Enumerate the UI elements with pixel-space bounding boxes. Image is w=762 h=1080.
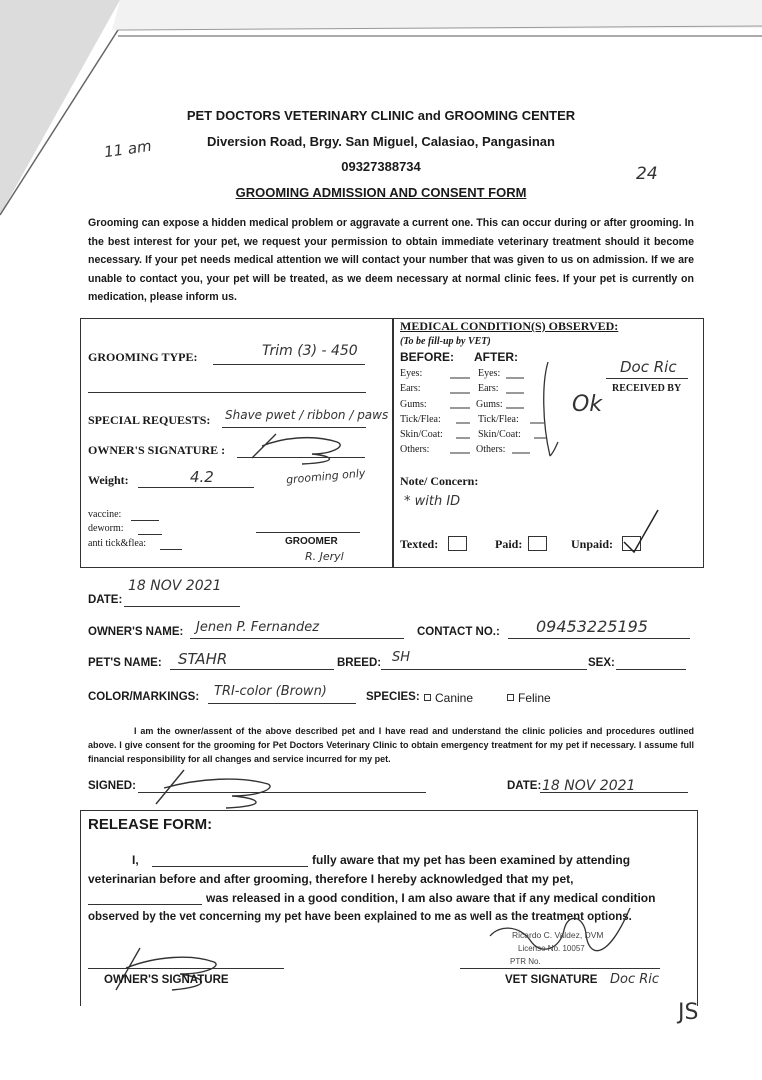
after-label: AFTER: (474, 350, 518, 364)
canine-label: Canine (435, 691, 474, 705)
before-tickflea: Tick/Flea: (400, 414, 441, 425)
pet-name-value[interactable]: STAHR (178, 650, 228, 668)
release-line-3-text: was released in a good condition, I am also aware that if any medical condition (206, 891, 656, 905)
vet-stamp-name: Ricardo C. Valdez, DVM (512, 930, 604, 940)
signed-date-value[interactable]: 18 NOV 2021 (542, 778, 636, 794)
before-others: Others: (400, 444, 430, 455)
weight-line (138, 487, 254, 488)
breed-label: BREED: (337, 657, 382, 669)
clinic-address: Diversion Road, Brgy. San Miguel, Calasiao, Pangasinan (207, 134, 555, 149)
release-line-1-text: fully aware that my pet has been examined by attending (312, 853, 631, 867)
contact-value[interactable]: 09453225195 (536, 617, 648, 636)
pet-name-line (170, 669, 334, 670)
vet-stamp-ptr: PTR No. (510, 957, 541, 966)
date-value[interactable]: 18 NOV 2021 (128, 578, 222, 594)
before-eyes: Eyes: (400, 368, 423, 379)
after-ears: Ears: (478, 383, 499, 394)
breed-line (381, 669, 587, 670)
clinic-name: PET DOCTORS VETERINARY CLINIC and GROOMING CENTER (186, 108, 576, 123)
owner-name-value[interactable]: Jenen P. Fernandez (196, 620, 320, 635)
feline-checkbox[interactable] (507, 694, 514, 701)
signed-date-label: DATE: (507, 780, 542, 792)
note-value[interactable]: * with ID (404, 494, 461, 509)
special-requests-value[interactable]: Shave pwet / ribbon / paws (225, 408, 389, 422)
sex-line (616, 669, 686, 670)
number-note: 24 (636, 164, 658, 184)
footer-initials: JS (678, 1000, 699, 1025)
grooming-type-line-2 (88, 392, 366, 393)
box-divider (392, 318, 394, 568)
grooming-type-label: GROOMING TYPE: (88, 350, 198, 364)
color-line (208, 703, 356, 704)
medical-subtitle: (To be fill-up by VET) (400, 336, 491, 347)
signed-label: SIGNED: (88, 780, 136, 792)
release-line-2: veterinarian before and after grooming, therefore I hereby acknowledged that my pet, (88, 872, 574, 886)
after-tickflea: Tick/Flea: (478, 414, 519, 425)
vaccine-label: vaccine: (88, 509, 122, 520)
pet-name-label: PET'S NAME: (88, 657, 162, 669)
date-line (124, 606, 240, 607)
form-title: GROOMING ADMISSION AND CONSENT FORM (235, 185, 527, 200)
vet-sig-note: Doc Ric (610, 972, 660, 987)
medical-title: MEDICAL CONDITION(S) OBSERVED: (400, 319, 619, 333)
breed-value[interactable]: SH (392, 650, 411, 665)
feline-label: Feline (518, 691, 551, 705)
vaccine-line (131, 520, 159, 521)
consent-paragraph: I am the owner/assent of the above described pet and I have read and understand the clinic policies and procedures outlined above. I give consent for the grooming for Pet Doctors Veterinary Clinic to obtain emergency treatment for my pet if necessary. I assume full financial responsibility for all changes and service incurred for my pet. (88, 726, 694, 764)
contact-label: CONTACT NO.: (417, 626, 500, 638)
weight-value[interactable]: 4.2 (190, 468, 214, 486)
sex-label: SEX: (588, 657, 615, 669)
antitick-label: anti tick&flea: (88, 538, 147, 549)
vet-stamp-license: License No. 10057 (518, 944, 585, 953)
groomer-label: GROOMER (285, 536, 338, 547)
before-skincoat: Skin/Coat: (400, 429, 443, 440)
release-title: RELEASE FORM: (88, 816, 213, 833)
groomer-value[interactable]: R. Jeryl (305, 550, 344, 563)
weight-label: Weight: (88, 473, 129, 487)
release-name-line[interactable] (152, 866, 308, 867)
owner-name-label: OWNER'S NAME: (88, 626, 184, 638)
contact-line (508, 638, 690, 639)
color-value[interactable]: TRI-color (Brown) (214, 684, 327, 699)
owner-signature-label: OWNER'S SIGNATURE : (88, 443, 226, 457)
release-owner-sig-label: OWNER'S SIGNATURE (104, 974, 229, 986)
weight-note: grooming only (285, 466, 366, 487)
before-gums: Gums: (400, 399, 427, 410)
texted-label: Texted: (400, 537, 439, 551)
canine-checkbox[interactable] (424, 694, 431, 701)
special-requests-label: SPECIAL REQUESTS: (88, 413, 211, 427)
paid-checkbox[interactable] (528, 536, 547, 551)
intro-paragraph: Grooming can expose a hidden medical problem or aggravate a current one. This can occur during or after grooming. In the best interest for your pet, we request your permission to obtain immediate veterinary treatment should it become necessary. If your pet needs medical attention we will contact your number that was given to us on admission. If we are unable to contact you, your pet will be treated, as we deem necessary at normal clinic fees. If your pet is currently on medication, please inform us. (88, 217, 694, 303)
all-ok-note[interactable]: Ok (572, 392, 603, 417)
time-note: 11 am (102, 136, 153, 162)
before-label: BEFORE: (400, 350, 454, 364)
medical-checklist-lines (450, 362, 560, 458)
deworm-label: deworm: (88, 523, 124, 534)
release-pet-line[interactable] (88, 904, 202, 905)
paid-label: Paid: (495, 537, 523, 551)
after-gums: Gums: (476, 399, 503, 410)
received-by-label: RECEIVED BY (612, 383, 682, 394)
release-owner-signature-mark[interactable] (96, 944, 226, 994)
owner-signature-mark[interactable] (242, 428, 352, 468)
unpaid-check-mark (620, 508, 662, 554)
deworm-line (138, 534, 162, 535)
clinic-phone: 09327388734 (341, 159, 421, 174)
color-label: COLOR/MARKINGS: (88, 691, 200, 703)
groomer-line (256, 532, 360, 533)
species-label: SPECIES: (366, 691, 420, 703)
received-by-value[interactable]: Doc Ric (620, 358, 677, 376)
signed-signature-mark[interactable] (140, 766, 280, 810)
vet-sig-line (460, 968, 660, 969)
vet-sig-label: VET SIGNATURE (505, 974, 598, 986)
note-label: Note/ Concern: (400, 474, 479, 488)
grooming-type-value[interactable]: Trim (3) - 450 (262, 343, 358, 359)
owner-name-line (190, 638, 404, 639)
after-eyes: Eyes: (478, 368, 501, 379)
unpaid-label: Unpaid: (571, 537, 614, 551)
release-i-label: I, (132, 853, 139, 867)
date-label: DATE: (88, 594, 123, 606)
antitick-line (160, 549, 182, 550)
grooming-type-line (213, 364, 365, 365)
after-skincoat: Skin/Coat: (478, 429, 521, 440)
release-line-4: observed by the vet concerning my pet have been explained to me as well as the treatment options. (88, 911, 632, 923)
after-others: Others: (476, 444, 506, 455)
before-ears: Ears: (400, 383, 421, 394)
received-by-line (606, 378, 688, 379)
texted-checkbox[interactable] (448, 536, 467, 551)
